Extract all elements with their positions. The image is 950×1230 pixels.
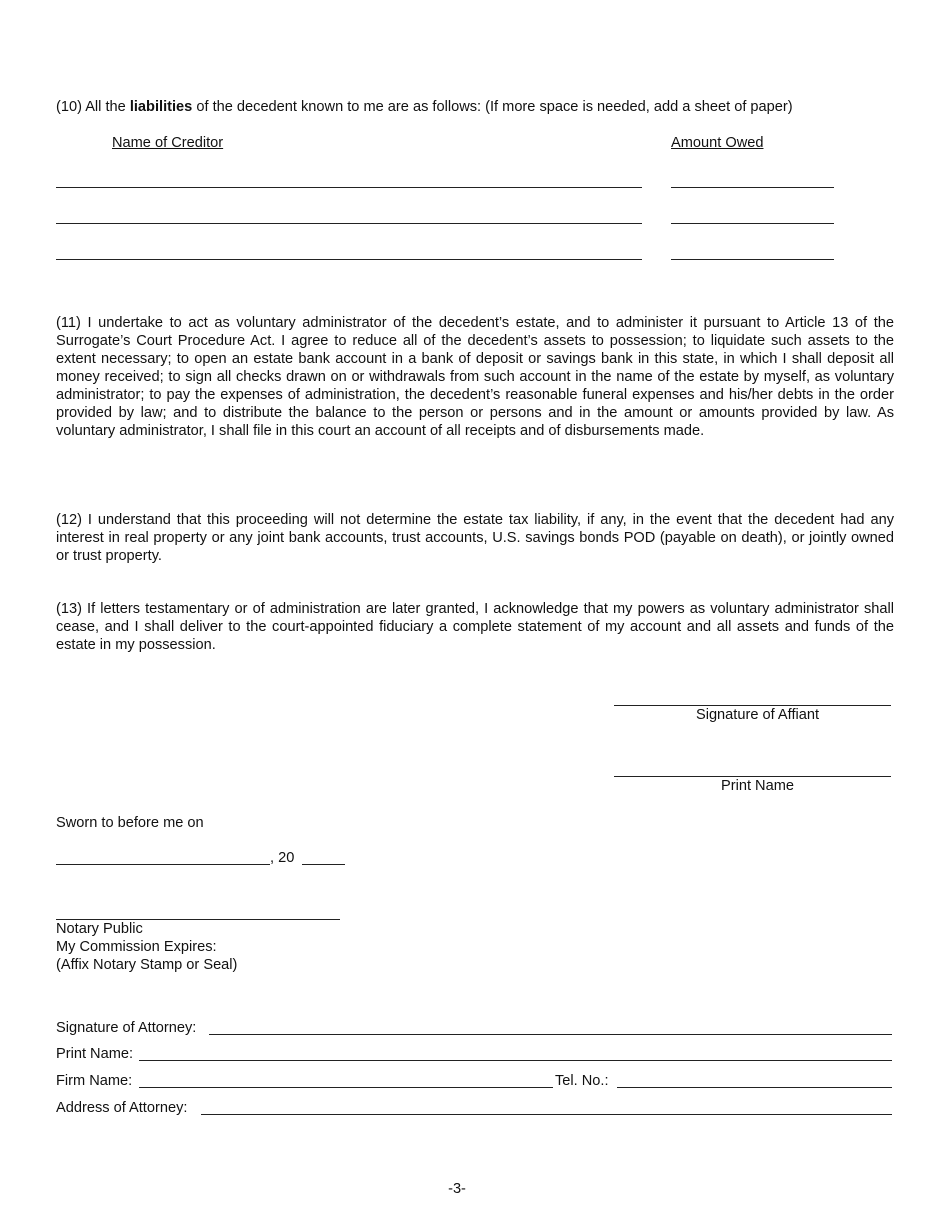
firm-name-line[interactable]	[139, 1087, 553, 1088]
affiant-print-name-label: Print Name	[721, 778, 794, 794]
attorney-signature-label: Signature of Attorney:	[56, 1020, 197, 1036]
item13-paragraph: (13) If letters testamentary or of administration are later granted, I acknowledge that my powers as voluntary administrator shall cease, and I shall deliver to the court-appointed fiduciary a complete statement of my account and all assets and funds of the estate in my possession.	[56, 601, 894, 653]
attorney-print-name-label: Print Name:	[56, 1046, 134, 1062]
affiant-print-name-line[interactable]	[614, 776, 891, 777]
creditor-line-2[interactable]	[56, 223, 642, 224]
attorney-signature-line[interactable]	[209, 1034, 892, 1035]
attorney-address-label: Address of Attorney:	[56, 1100, 188, 1116]
col-creditor-header: Name of Creditor	[112, 135, 224, 151]
attorney-print-name-line[interactable]	[139, 1060, 892, 1061]
item10-heading	[56, 99, 793, 115]
item10-number: (10)	[56, 99, 82, 115]
notary-stamp-label: (Affix Notary Stamp or Seal)	[56, 957, 238, 973]
affiant-signature-line[interactable]	[614, 705, 891, 706]
creditor-line-1[interactable]	[56, 187, 642, 188]
year-prefix: , 20	[270, 850, 295, 866]
sworn-year-line[interactable]	[302, 864, 345, 865]
item10-prefix: All the	[85, 99, 126, 115]
attorney-address-line[interactable]	[201, 1114, 892, 1115]
firm-name-label: Firm Name:	[56, 1073, 133, 1089]
page-number: -3-	[448, 1181, 466, 1197]
notary-public-label: Notary Public	[56, 921, 143, 937]
col-amount-header: Amount Owed	[671, 135, 764, 151]
sworn-date-line[interactable]	[56, 864, 270, 865]
affiant-signature-label: Signature of Affiant	[695, 707, 820, 723]
notary-signature-line[interactable]	[56, 919, 340, 920]
item11-paragraph: (11) I undertake to act as voluntary administrator of the decedent’s estate, and to administer it pursuant to Article 13 of the Surrogate’s Court Procedure Act. I agree to reduce all of the decedent’s assets to possession; to liquidate such assets to the extent necessary; to open an estate bank account in a bank of deposit or savings bank in this state, in which I shall deposit all money received; to sign all checks drawn on or withdrawals from such account in the name of the estate by myself, as voluntary administrator; to pay the expenses of administration, the decedent’s reasonable funeral expenses and his/her debts in the order provided by law; and to distribute the balance to the person or persons and in the amount or amounts provided by law. As voluntary administrator, I shall file in this court an account of all receipts and of disbursements made.	[56, 315, 894, 439]
creditor-line-3[interactable]	[56, 259, 642, 260]
sworn-text: Sworn to before me on	[56, 815, 204, 831]
commission-expires-label: My Commission Expires:	[56, 939, 217, 955]
tel-label: Tel. No.:	[555, 1073, 609, 1089]
amount-line-1[interactable]	[671, 187, 834, 188]
amount-line-3[interactable]	[671, 259, 834, 260]
amount-line-2[interactable]	[671, 223, 834, 224]
tel-line[interactable]	[617, 1087, 892, 1088]
item10-suffix: of the decedent known to me are as follows: (If more space is needed, add a sheet of paper)	[196, 99, 793, 115]
item10-bold: liabilities	[129, 99, 193, 115]
item12-paragraph: (12) I understand that this proceeding will not determine the estate tax liability, if any, in the event that the decedent had any interest in real property or any joint bank accounts, trust accounts, U.S. savings bonds POD (payable on death), or jointly owned or trust property.	[56, 512, 894, 564]
